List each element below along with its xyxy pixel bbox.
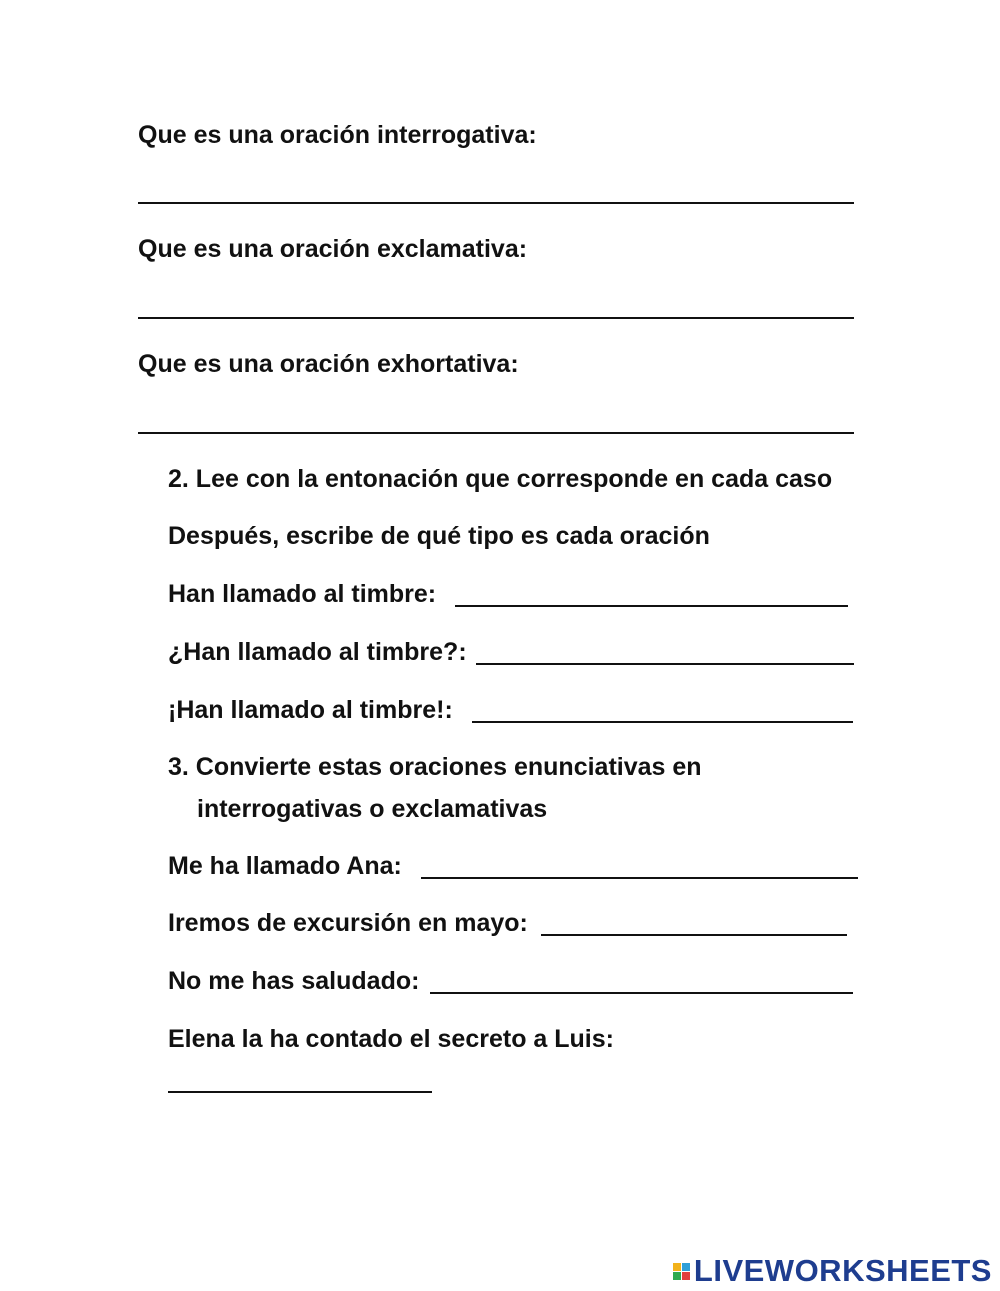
brand-name: LIVEWORKSHEETS: [693, 1253, 992, 1288]
section2-item-2-prompt: ¿Han llamado al timbre?:: [168, 638, 467, 666]
section3-item-3-prompt: No me has saludado:: [168, 967, 420, 995]
definition-prompt-exhortativa: Que es una oración exhortativa:: [138, 350, 519, 378]
definition-prompt-exclamativa: Que es una oración exclamativa:: [138, 235, 528, 263]
answer-line-interrogativa[interactable]: [138, 202, 854, 204]
section2-item-1-blank[interactable]: [455, 605, 848, 607]
liveworksheets-logo-icon: [673, 1263, 690, 1280]
section3-item-4-blank[interactable]: [168, 1091, 432, 1093]
section2-item-3-blank[interactable]: [472, 721, 853, 723]
section3-item-1-prompt: Me ha llamado Ana:: [168, 852, 402, 880]
section2-item-2-blank[interactable]: [476, 663, 854, 665]
section2-instruction: Después, escribe de qué tipo es cada oración: [168, 522, 710, 550]
answer-line-exclamativa[interactable]: [138, 317, 854, 319]
section3-item-2-blank[interactable]: [541, 934, 847, 936]
definition-prompt-interrogativa: Que es una oración interrogativa:: [138, 121, 537, 149]
section3-item-1-blank[interactable]: [421, 877, 858, 879]
section3-item-2-prompt: Iremos de excursión en mayo:: [168, 909, 528, 937]
section3-item-4-prompt: Elena la ha contado el secreto a Luis:: [168, 1025, 614, 1053]
liveworksheets-brand: [673, 1254, 992, 1288]
section2-item-3-prompt: ¡Han llamado al timbre!:: [168, 696, 453, 724]
section3-heading-line2: interrogativas o exclamativas: [197, 795, 548, 823]
section3-heading-line1: 3. Convierte estas oraciones enunciativas en: [168, 753, 702, 781]
answer-line-exhortativa[interactable]: [138, 432, 854, 434]
section3-item-3-blank[interactable]: [430, 992, 853, 994]
section2-item-1-prompt: Han llamado al timbre:: [168, 580, 437, 608]
section2-heading: 2. Lee con la entonación que corresponde en cada caso: [168, 465, 833, 493]
